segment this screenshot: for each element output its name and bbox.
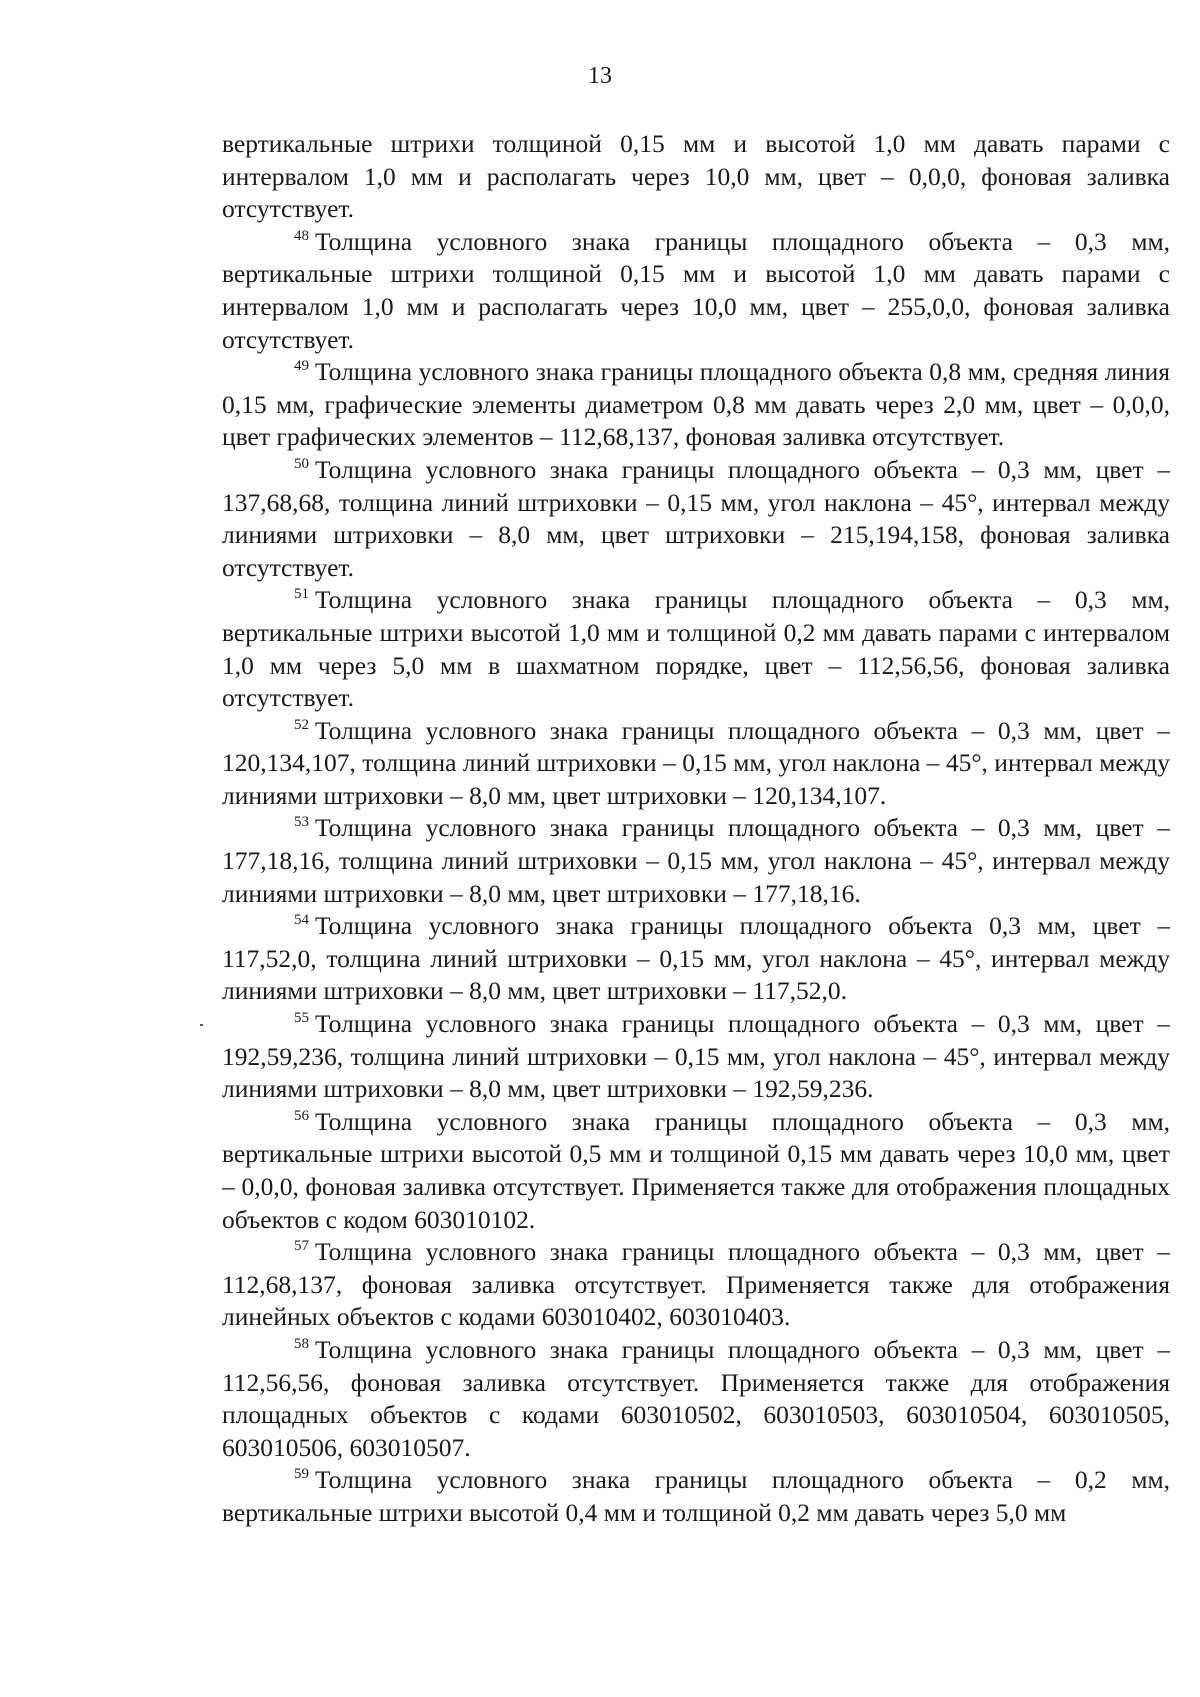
footnote-50 — [222, 454, 1170, 584]
footnote-marker: 53 — [294, 814, 309, 831]
footnote-text: Толщина условного знака границы площадного объекта – 0,3 мм, цвет – 120,134,107, толщина линий штриховки – 0,15 мм, угол наклона – 45°, интервал между линиями штриховки – 8,0 мм, цвет штриховки – 120,134,107. — [222, 715, 1170, 810]
footnote-text: Толщина условного знака границы площадного объекта – 0,2 мм, вертикальные штрихи высотой 0,4 мм и толщиной 0,2 мм давать через 5,0 мм — [222, 1465, 1170, 1527]
footnote-marker: 49 — [294, 358, 309, 375]
footnote-text: Толщина условного знака границы площадного объекта – 0,3 мм, цвет – 177,18,16, толщина линий штриховки – 0,15 мм, угол наклона – 45°, интервал между линиями штриховки – 8,0 мм, цвет штриховки – 177,18,16. — [222, 813, 1170, 908]
scan-speck — [200, 1024, 203, 1026]
footnote-52 — [222, 715, 1170, 813]
footnote-marker: 55 — [294, 1010, 309, 1027]
footnote-text: Толщина условного знака границы площадного объекта – 0,3 мм, вертикальные штрихи толщиной 0,15 мм и высотой 1,0 мм давать парами с интервалом 1,0 мм и располагать через 10,0 мм, цвет – 255,0,0, фоновая заливка отсутствует. — [222, 226, 1170, 354]
footnotes-body — [222, 128, 1170, 1530]
footnote-59 — [222, 1464, 1170, 1529]
footnote-marker: 51 — [294, 586, 309, 603]
footnote-54 — [222, 910, 1170, 1008]
footnote-marker: 48 — [294, 227, 309, 244]
continuation-paragraph: вертикальные штрихи толщиной 0,15 мм и высотой 1,0 мм давать парами с интервалом 1,0 мм и располагать через 10,0 мм, цвет – 0,0,0, фоновая заливка отсутствует. — [222, 129, 1170, 224]
footnote-marker: 50 — [294, 455, 309, 472]
footnote-text: Толщина условного знака границы площадного объекта – 0,3 мм, цвет – 192,59,236, толщина линий штриховки – 0,15 мм, угол наклона – 45°, интервал между линиями штриховки – 8,0 мм, цвет штриховки – 192,59,236. — [222, 1009, 1170, 1104]
footnote-marker: 52 — [294, 716, 309, 733]
footnote-text: Толщина условного знака границы площадного объекта – 0,3 мм, цвет – 112,68,137, фоновая заливка отсутствует. Применяется также для отображения линейных объектов с кодами 603010402, 603010403. — [222, 1237, 1170, 1332]
footnote-text: Толщина условного знака границы площадного объекта 0,8 мм, средняя линия 0,15 мм, графические элементы диаметром 0,8 мм давать через 2,0 мм, цвет – 0,0,0, цвет графических элементов – 112,68,137, фоновая заливка отсутствует. — [222, 357, 1170, 452]
footnote-marker: 56 — [294, 1107, 309, 1124]
footnote-53 — [222, 812, 1170, 910]
footnote-56 — [222, 1106, 1170, 1236]
footnote-48 — [222, 226, 1170, 356]
footnote-marker: 59 — [294, 1466, 309, 1483]
footnote-57 — [222, 1236, 1170, 1334]
footnote-text: Толщина условного знака границы площадного объекта – 0,3 мм, цвет – 112,56,56, фоновая заливка отсутствует. Применяется также для отображения площадных объектов с кодами 603010502, 603010503, 603010504, 603010505, 603010506, 603010507. — [222, 1334, 1170, 1462]
footnote-text: Толщина условного знака границы площадного объекта – 0,3 мм, вертикальные штрихи высотой 1,0 мм и толщиной 0,2 мм давать парами с интервалом 1,0 мм через 5,0 мм в шахматном порядке, цвет – 112,56,56, фоновая заливка отсутствует. — [222, 585, 1170, 713]
footnote-text: Толщина условного знака границы площадного объекта – 0,3 мм, вертикальные штрихи высотой 0,5 мм и толщиной 0,15 мм давать через 10,0 мм, цвет – 0,0,0, фоновая заливка отсутствует. Применяется также для отображения площадных объектов с кодом 603010102. — [222, 1106, 1170, 1234]
footnote-text: Толщина условного знака границы площадного объекта 0,3 мм, цвет – 117,52,0, толщина линий штриховки – 0,15 мм, угол наклона – 45°, интервал между линиями штриховки – 8,0 мм, цвет штриховки – 117,52,0. — [222, 911, 1170, 1006]
footnote-51 — [222, 584, 1170, 714]
footnote-55 — [222, 1008, 1170, 1106]
footnote-58 — [222, 1334, 1170, 1464]
footnote-49 — [222, 356, 1170, 454]
page-number: 13 — [588, 63, 612, 89]
footnote-marker: 54 — [294, 912, 309, 929]
footnote-marker: 57 — [294, 1238, 309, 1255]
footnote-marker: 58 — [294, 1335, 309, 1352]
footnote-text: Толщина условного знака границы площадного объекта – 0,3 мм, цвет – 137,68,68, толщина линий штриховки – 0,15 мм, угол наклона – 45°, интервал между линиями штриховки – 8,0 мм, цвет штриховки – 215,194,158, фоновая заливка отсутствует. — [222, 454, 1170, 582]
